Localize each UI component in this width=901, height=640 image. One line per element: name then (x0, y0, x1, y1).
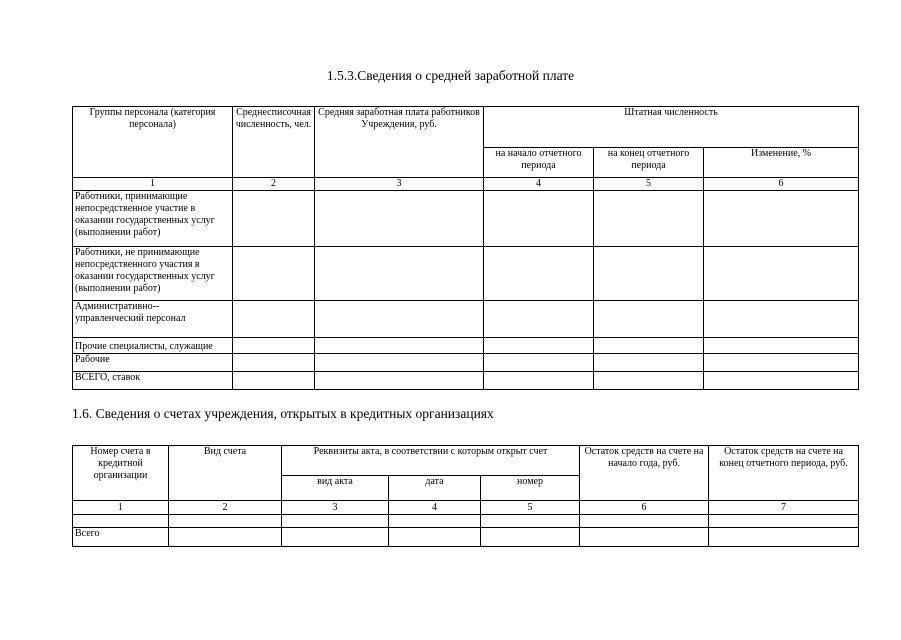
header-account-number: Номер счета в кредитной организации (73, 446, 169, 501)
data-cell (233, 247, 315, 301)
header-period-end: на конец отчетного периода (594, 148, 704, 178)
section-title-salary: 1.5.3.Сведения о средней заработной плате (326, 68, 575, 83)
header-avg-headcount: Среднесписочная численность, чел. (233, 107, 315, 178)
data-cell (315, 301, 484, 338)
data-cell (709, 528, 859, 547)
column-number: 5 (594, 178, 704, 191)
header-act-details: Реквизиты акта, в соответствии с которым открыт счет (282, 446, 580, 476)
table-row (73, 372, 859, 390)
data-cell (315, 247, 484, 301)
row-label: Рабочие (73, 354, 233, 372)
column-number: 6 (580, 501, 709, 515)
data-cell (389, 515, 481, 528)
column-number: 2 (169, 501, 282, 515)
section-title-accounts: 1.6. Сведения о счетах учреждения, открытых в кредитных организациях (72, 406, 494, 421)
data-cell (594, 338, 704, 354)
total-label: Всего (73, 528, 169, 547)
data-cell (484, 354, 594, 372)
data-cell (580, 515, 709, 528)
data-cell (709, 515, 859, 528)
table-row (73, 338, 859, 354)
row-label: Работники, принимающие непосредственное участие в оказании государственных услуг (выполнении работ) (73, 191, 233, 247)
data-cell (484, 191, 594, 247)
table-row (73, 301, 859, 338)
data-cell (484, 338, 594, 354)
data-cell (580, 528, 709, 547)
data-cell (315, 372, 484, 390)
header-avg-salary: Средняя заработная плата работников Учреждения, руб. (315, 107, 484, 178)
table-row (73, 191, 859, 247)
data-cell (484, 301, 594, 338)
data-cell (481, 515, 580, 528)
data-cell (704, 372, 859, 390)
header-act-type: вид акта (282, 476, 389, 501)
data-cell (73, 515, 169, 528)
header-staff-count: Штатная численность (484, 107, 859, 148)
column-number: 1 (73, 178, 233, 191)
data-cell (481, 528, 580, 547)
data-cell (594, 354, 704, 372)
header-act-number: номер (481, 476, 580, 501)
column-number: 3 (282, 501, 389, 515)
data-cell (233, 301, 315, 338)
salary-table (72, 106, 859, 390)
table-row (73, 247, 859, 301)
column-number: 4 (484, 178, 594, 191)
header-balance-end: Остаток средств на счете на конец отчетного периода, руб. (709, 446, 859, 501)
header-change-percent: Изменение, % (704, 148, 859, 178)
table-row (73, 515, 859, 528)
data-cell (594, 247, 704, 301)
data-cell (484, 372, 594, 390)
data-cell (704, 191, 859, 247)
header-act-date: дата (389, 476, 481, 501)
data-cell (594, 191, 704, 247)
data-cell (233, 338, 315, 354)
row-label: Работники, не принимающие непосредственного участия в оказании государственных услуг (выполнении работ) (73, 247, 233, 301)
row-label: Административно-- управленческий персонал (73, 301, 233, 338)
row-label: ВСЕГО, ставок (73, 372, 233, 390)
header-personnel-group: Группы персонала (категория персонала) (73, 107, 233, 178)
data-cell (282, 528, 389, 547)
column-number: 5 (481, 501, 580, 515)
data-cell (315, 338, 484, 354)
data-cell (704, 301, 859, 338)
data-cell (389, 528, 481, 547)
data-cell (594, 372, 704, 390)
header-balance-start: Остаток средств на счете на начало года, руб. (580, 446, 709, 501)
header-period-start: на начало отчетного периода (484, 148, 594, 178)
data-cell (282, 515, 389, 528)
data-cell (315, 354, 484, 372)
table-row (73, 354, 859, 372)
table-row (73, 528, 859, 547)
column-number: 1 (73, 501, 169, 515)
data-cell (169, 515, 282, 528)
data-cell (704, 247, 859, 301)
column-number: 2 (233, 178, 315, 191)
data-cell (704, 338, 859, 354)
data-cell (233, 354, 315, 372)
data-cell (484, 247, 594, 301)
accounts-table (72, 445, 859, 547)
column-number: 3 (315, 178, 484, 191)
row-label: Прочие специалисты, служащие (73, 338, 233, 354)
data-cell (315, 191, 484, 247)
column-number: 7 (709, 501, 859, 515)
data-cell (169, 528, 282, 547)
column-number: 4 (389, 501, 481, 515)
column-number: 6 (704, 178, 859, 191)
header-account-type: Вид счета (169, 446, 282, 501)
data-cell (704, 354, 859, 372)
data-cell (233, 372, 315, 390)
data-cell (233, 191, 315, 247)
data-cell (594, 301, 704, 338)
